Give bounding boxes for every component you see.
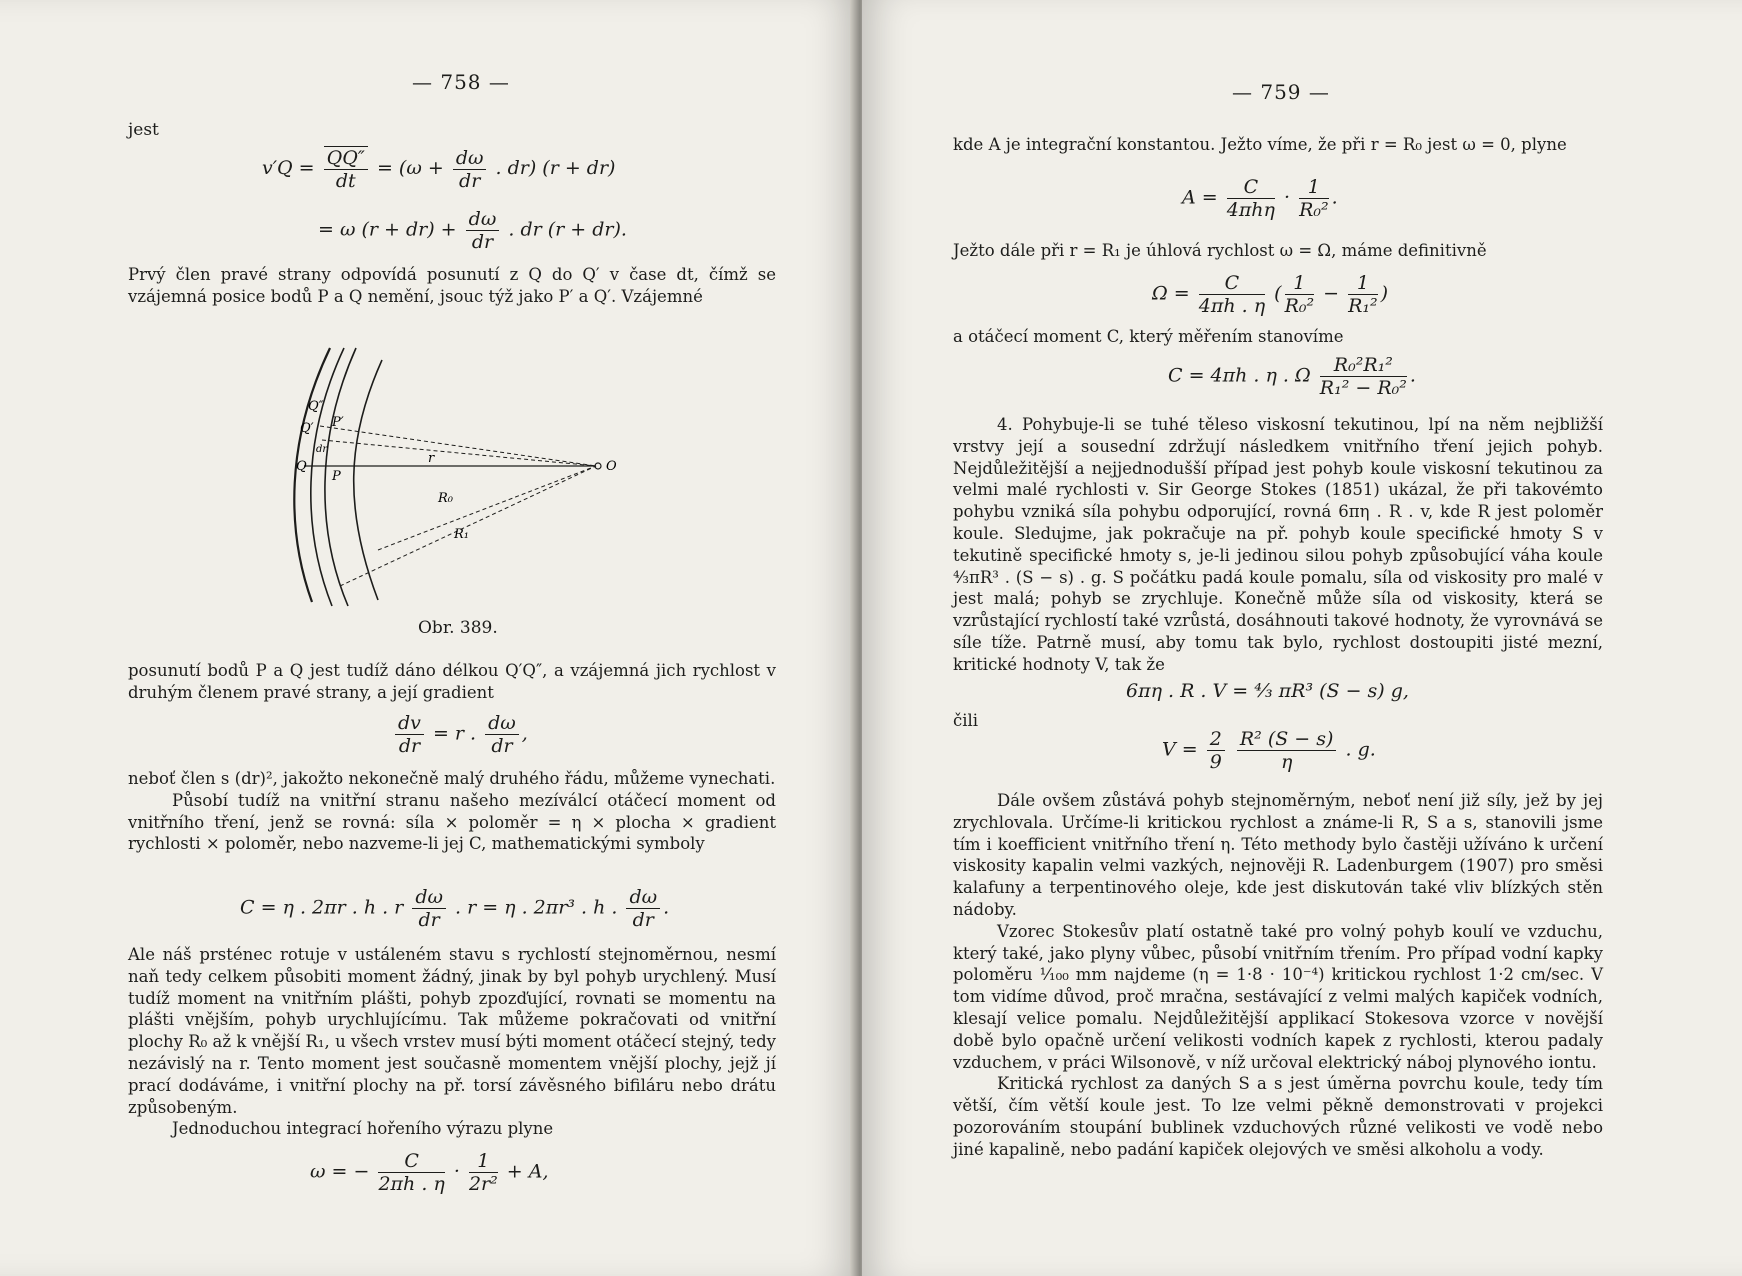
label-o: O — [606, 459, 617, 474]
equation-velocity-2: = ω (r + dr) + $\frac{d\omega}{dr}$ . dr (r + dr). — [318, 208, 627, 253]
jest-label: jest — [128, 120, 159, 140]
dash-line-p1 — [322, 440, 596, 466]
label-dr: dr — [316, 444, 328, 455]
paragraph: Dále ovšem zůstává pohyb stejnoměrným, neboť není již síly, jež by jej zrychlovala. Určíme-li kritickou rychlost a známe-li R, S a s, stanovili jsme tím i koefficient vnitřního tření η. Této methody bylo častěji užíváno k určení viskosity kapalin velmi vazkých, nejnověji R. Ladenburgem (1907) pro směsi kalafuny a terpentinového oleje, kde jest diskutován také vliv blízkých stěn nádoby. Vzorec Stokesův platí ostatně také pro volný pohyb koulí ve vzduchu, který také, jako plyny vůbec, působí vnitřním třením. Pro případ vodní kapky poloměru ¹⁄₁₀₀ mm najdeme (η = 1·8 · 10⁻⁴) kritickou rychlost 1·2 cm/sec. V tom vidíme důvod, proč mračna, sestávající z velmi malých kapiček vodních, klesají velice pomalu. Nejdůležitější applikací Stokesova vzorce v novější době bylo opačně určení velikosti vodních kapek z rychlosti, kterou padaly vzduchem, v práci Wilsonově, v níž určoval elektrický náboj plynového iontu. Kritická rychlost za daných S a s jest úměrna povrchu koule, tedy tím větší, čím větší koule jest. To lze velmi pěkně demonstrovati v projekci pozorováním stoupání bublinek vzduchových různé velikosti ve vodě nebo jiné kapalině, nebo padání kapiček olejových ve směsi alkoholu a vody. — [953, 791, 1603, 1159]
left-page — [0, 0, 858, 1276]
label-q: Q — [296, 459, 307, 474]
page-number: — 758 — — [412, 70, 510, 94]
equation-omega-big: Ω = $\frac{C}{4\pi h . \eta}$ ( $\frac{1}{\text{R₀²}}$ − $\frac{1}{\text{R₁²}}$ ) — [1152, 272, 1389, 317]
arc-inner — [354, 360, 382, 600]
label-q1: Q′ — [300, 421, 314, 436]
paragraph: posunutí bodů P a Q jest tudíž dáno délkou Q′Q″, a vzájemná jich rychlost v druhým členem pravé strany, a její gradient — [128, 661, 776, 702]
page-number: — 759 — — [1232, 80, 1330, 104]
equation-gradient: $\frac{dv}{dr}$ = r . $\frac{d\omega}{dr}$ , — [392, 712, 528, 757]
equation-omega: ω = − $\frac{C}{2\pi h . \eta}$ · $\frac{1}{\text{2r²}}$ + A, — [310, 1150, 549, 1195]
figure-caption: Obr. 389. — [418, 618, 498, 638]
equation-velocity-1: v′Q = $\frac{QQ''}{dt}$ = (ω + $\frac{d\omega}{dr}$ . dr) (r + dr) — [262, 146, 616, 192]
paragraph: kde A je integrační konstantou. Ježto víme, že při r = R₀ jest ω = 0, plyne — [953, 135, 1567, 154]
equation-stokes-balance: 6πη . R . V = ⁴⁄₃ πR³ (S − s) g, — [1126, 680, 1409, 702]
paragraph: 4. Pohybuje-li se tuhé těleso viskosní tekutinou, lpí na něm nejbližší vrstvy její a sousední zdržují následkem vnitřního tření jejich pohyb. Nejdůležitější a nejjednodušší případ jest pohyb koule viskosní tekutinou za velmi malé rychlosti v. Sir George Stokes (1851) ukázal, že při takovémto pohybu vzniká síla pohybu odporující, rovná 6πη . R . v, kde R jest poloměr koule. Sledujme, jak pokračuje na př. pohyb koule specifické hmoty S v tekutině specifické hmoty s, je-li jedinou silou pohyb způsobující váha koule ⁴⁄₃πR³ . (S − s) . g. S počátku padá koule pomalu, síla od viskosity pro malé v jest malá; pohyb se zrychluje. Konečně může síla od viskosity, která se vzrůstající rychlostí také vzrůstá, dosáhnouti takové hodnoty, že vyrovnává se síle tíže. Patrně musí, aby tomu tak bylo, rychlost dostoupiti jisté mezní, kritické hodnoty V, tak že — [953, 415, 1603, 674]
cili-label: čili — [953, 711, 979, 730]
dash-line-r1 — [340, 466, 596, 586]
dash-line-top — [320, 426, 596, 466]
label-p: P — [332, 469, 341, 484]
equation-moment: C = η . 2πr . h . r $\frac{d\omega}{dr}$ . r = η . 2πr³ . h . $\frac{d\omega}{dr}$ . — [240, 886, 670, 931]
label-r1: R₁ — [454, 527, 469, 542]
paragraph: Ale náš prsténec rotuje v ustáleném stavu s rychlostí stejnoměrnou, nesmí naň tedy celkem působiti moment žádný, jinak by byl pohyb urychlený. Musí tudíž moment na vnitřním plášti, pohyb zpozďující, rovnati se momentu na plášti vnějším, pohyb urychlujícímu. Tak můžeme pokračovati od vnitřní plochy R₀ až k vnější R₁, u všech vrstev musí býti moment otáčecí stejný, tedy nezávislý na r. Tento moment jest současně momentem vnější plochy, jejž jí prací dodáváme, i vnitřní plochy na př. torsí závěsného bifiláru nebo drátu způsobeným. Jednoduchou integrací hořeního výrazu plyne — [128, 945, 776, 1139]
equation-constant-a: A = $\frac{C}{\text{4πhη}}$ · $\frac{1}{\text{R₀²}}$ . — [1182, 176, 1338, 221]
right-page — [862, 0, 1742, 1276]
paragraph: neboť člen s (dr)², jakožto nekonečně malý druhého řádu, můžeme vynechati. Působí tudíž na vnitřní stranu našeho mezíválcí otáčecí moment od vnitřního tření, jenž se rovná: síla × poloměr = η × plocha × gradient rychlosti × poloměr, nebo nazveme-li jej C, mathematickými symboly — [128, 769, 776, 854]
label-q2: Q″ — [308, 399, 324, 414]
paragraph: a otáčecí moment C, který měřením stanovíme — [953, 327, 1344, 346]
dash-line-r0 — [378, 466, 596, 550]
label-r0: R₀ — [438, 491, 453, 506]
label-r: r — [428, 451, 435, 466]
figure-389 — [270, 330, 630, 630]
equation-moment-c: C = 4πh . η . Ω $\frac{\text{R₀²R₁²}}{\text{R₁² − R₀²}}$ . — [1168, 354, 1416, 399]
label-p1: P′ — [332, 415, 344, 430]
equation-critical-velocity: V = $\frac{2}{9}$ $\frac{\text{R² (S − s)}}{\eta}$ . g. — [1162, 728, 1376, 773]
paragraph: Ježto dále při r = R₁ je úhlová rychlost ω = Ω, máme definitivně — [953, 241, 1487, 260]
paragraph: Prvý člen pravé strany odpovídá posunutí z Q do Q′ v čase dt, čímž se vzájemná posice bodů P a Q nemění, jsouc týž jako P′ a Q′. Vzájemné — [128, 265, 776, 306]
